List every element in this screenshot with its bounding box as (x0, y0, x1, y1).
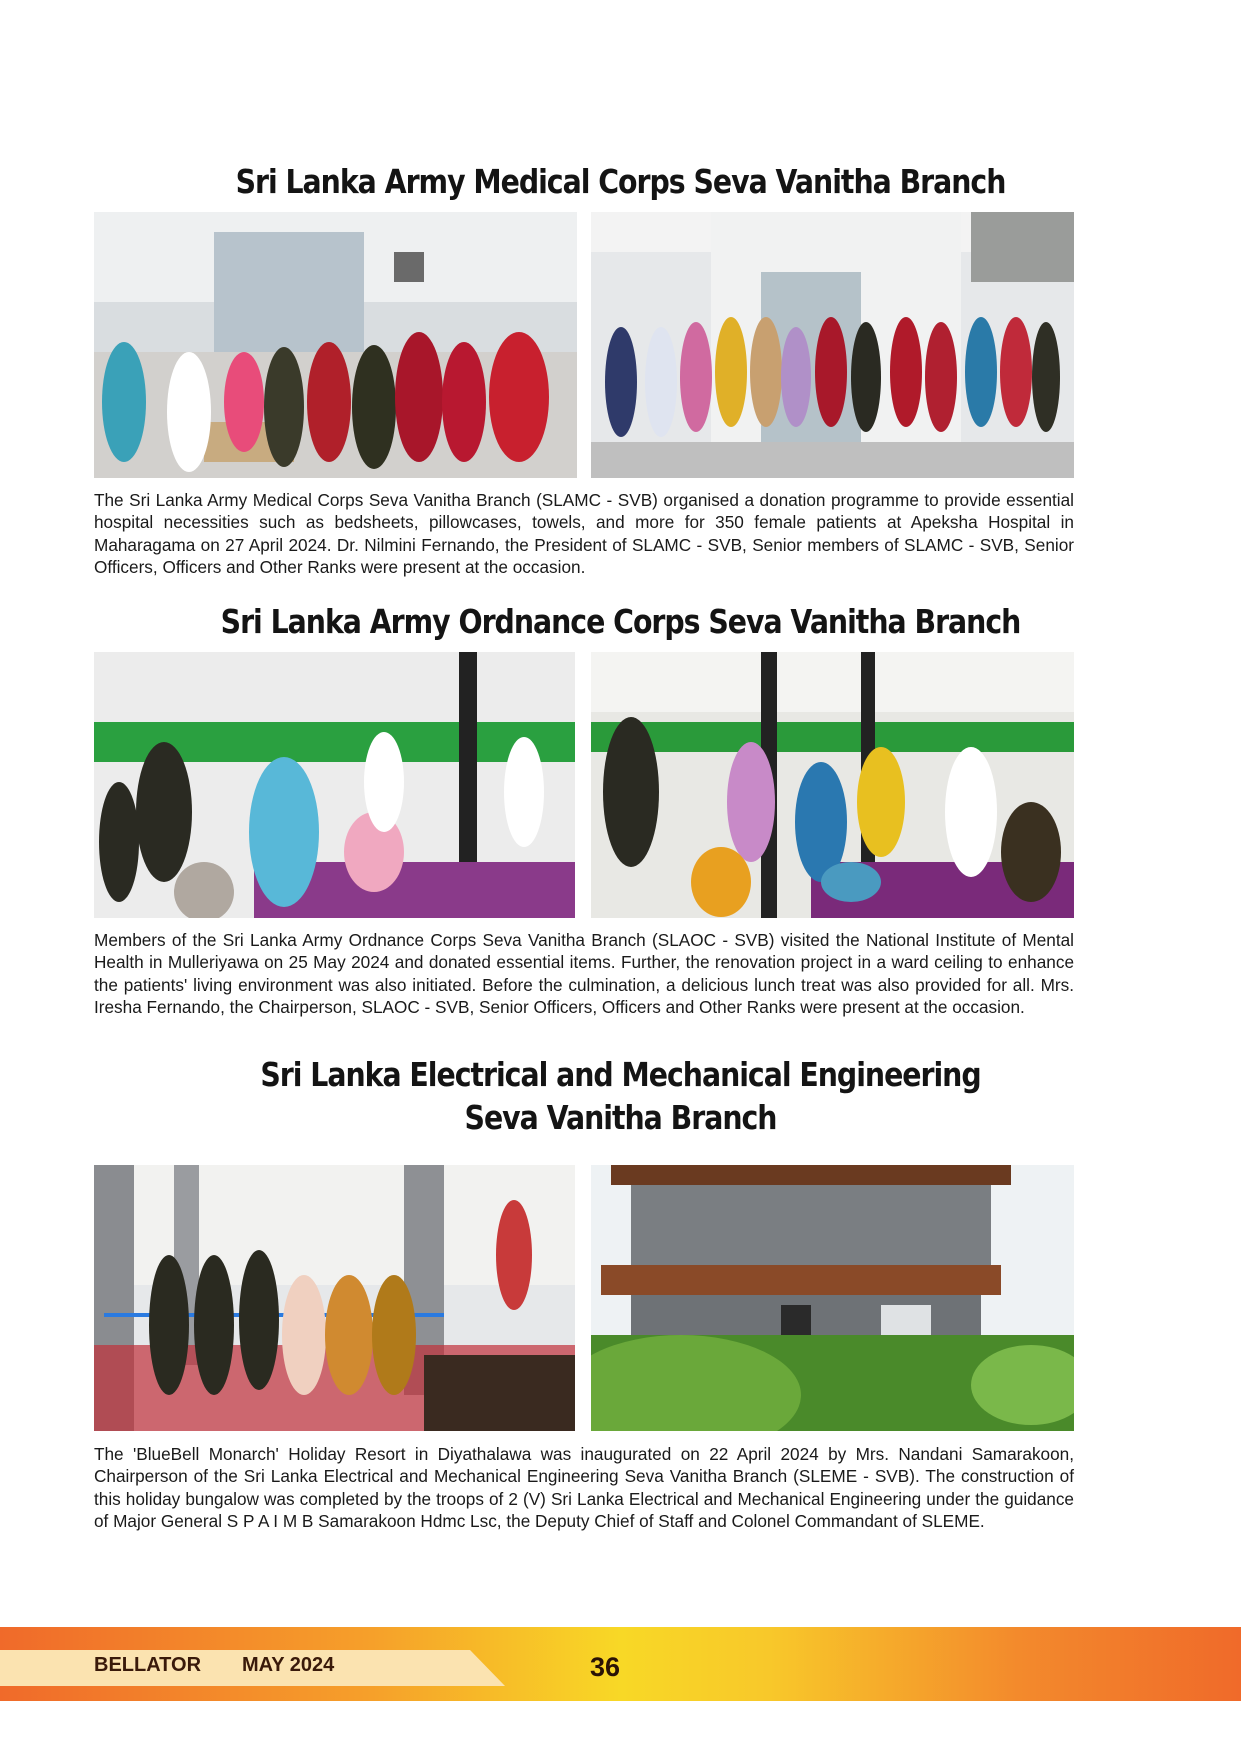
section-3-title-line-1: Sri Lanka Electrical and Mechanical Engineering (260, 1055, 981, 1094)
slaoc-visit-photo-1 (94, 652, 575, 918)
slamc-donation-photo-1 (94, 212, 577, 478)
bluebell-monarch-resort-photo (591, 1165, 1074, 1431)
slamc-donation-photo-2 (591, 212, 1074, 478)
section-1-caption: The Sri Lanka Army Medical Corps Seva Vanitha Branch (SLAMC - SVB) organised a donation programme to provide essential hospital necessities such as bedsheets, pillowcases, towels, and more for 350 female patients at Apeksha Hospital in Maharagama on 27 April 2024. Dr. Nilmini Fernando, the President of SLAMC - SVB, Senior members of SLAMC - SVB, Senior Officers, Officers and Other Ranks were present at the occasion. (94, 490, 1074, 578)
magazine-name: BELLATOR (94, 1654, 202, 1676)
section-1-title: Sri Lanka Army Medical Corps Seva Vanitha Branch (235, 162, 1006, 201)
page-number: 36 (590, 1652, 621, 1682)
section-2-caption: Members of the Sri Lanka Army Ordnance Corps Seva Vanitha Branch (SLAOC - SVB) visited the National Institute of Mental Health in Mulleriyawa on 25 May 2024 and donated essential items. Further, the renovation project in a ward ceiling to enhance the patients' living environment was also initiated. Before the culmination, a delicious lunch treat was also provided for all. Mrs. Iresha Fernando, the Chairperson, SLAOC - SVB, Senior Officers, Officers and Other Ranks were present at the occasion. (94, 930, 1074, 1018)
slaoc-visit-photo-2 (591, 652, 1074, 918)
issue-date: MAY 2024 (242, 1654, 335, 1676)
sleme-inauguration-photo (94, 1165, 575, 1431)
section-2-title: Sri Lanka Army Ordnance Corps Seva Vanitha Branch (220, 602, 1021, 641)
section-3-caption: The 'BlueBell Monarch' Holiday Resort in Diyathalawa was inaugurated on 22 April 2024 by Mrs. Nandani Samarakoon, Chairperson of the Sri Lanka Electrical and Mechanical Engineering Seva Vanitha Branch (SLEME - SVB). The construction of this holiday bungalow was completed by the troops of 2 (V) Sri Lanka Electrical and Mechanical Engineering under the guidance of Major General S P A I M B Samarakoon Hdmc Lsc, the Deputy Chief of Staff and Colonel Commandant of SLEME. (94, 1444, 1074, 1532)
section-3-title-line-2: Seva Vanitha Branch (464, 1098, 777, 1137)
